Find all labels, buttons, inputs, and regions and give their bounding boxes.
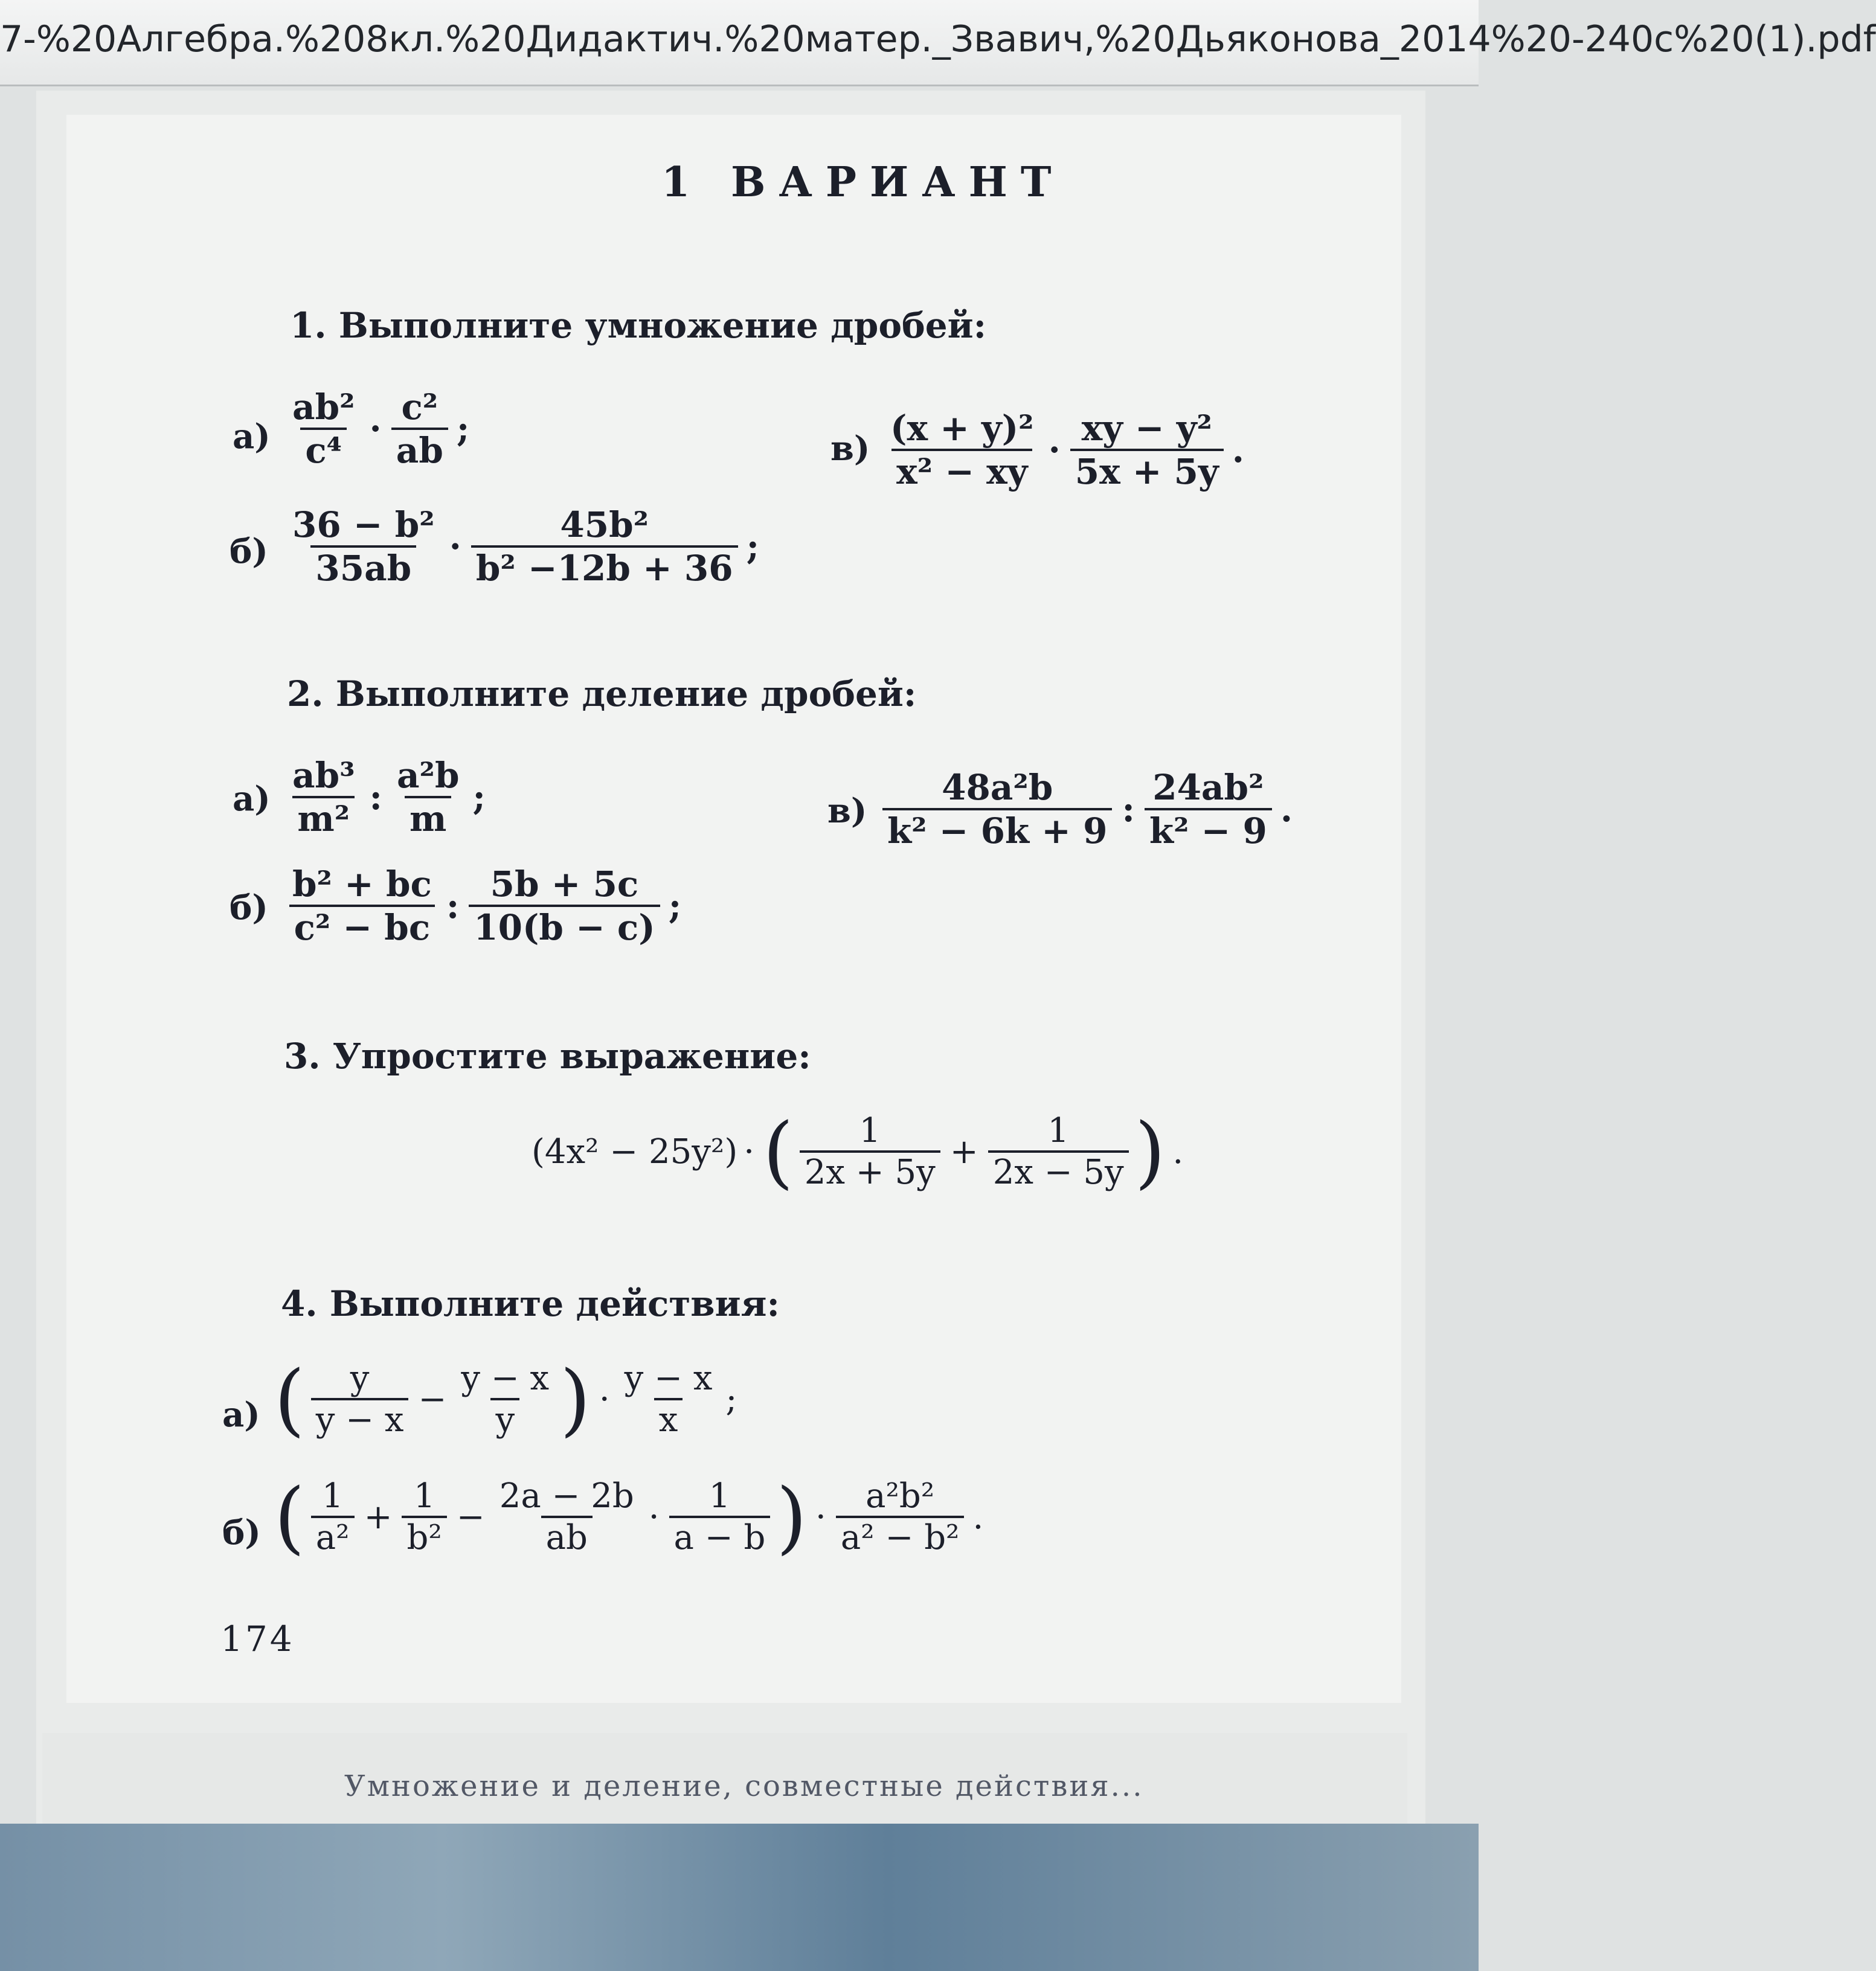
fraction: $\frac{1}{\text{a²}}$	[311, 1476, 355, 1557]
task-1v-label: в)	[830, 429, 870, 469]
next-page-caption: Умножение и деление, совместные действия...	[344, 1769, 1144, 1803]
task-1v-expression: $\frac{\text{(x + y)²}}{\text{x² − xy}}$ · $\frac{\text{xy − y²}}{5x + 5y}$ .	[882, 408, 1244, 492]
task-2b-expression: $\frac{\text{b² + bc}}{\text{c² − bc}}$ : $\frac{5b + 5c}{10(b - c)}$ ;	[284, 864, 681, 948]
task-4b-expression: ( $\frac{1}{\text{a²}}$ + $\frac{1}{\text{b²}}$ − $\frac{2a - 2b}{ab}$ · $\frac{1}{a - b}$ ) · $\frac{\text{a²b²}}{\text{a² − b²}}$ .	[274, 1471, 984, 1563]
task-3-title: 3. Упростите выражение:	[284, 1036, 811, 1077]
fraction: $\frac{y - x}{x}$	[624, 1359, 713, 1440]
fraction: $\frac{\text{48a²b}}{\text{k² − 6k + 9}}$	[882, 767, 1112, 851]
task-2a-label: а)	[233, 779, 271, 819]
fraction: $\frac{y}{y - x}$	[311, 1359, 409, 1440]
fraction: $\frac{1}{a - b}$	[669, 1476, 771, 1557]
task-1a-label: а)	[233, 417, 271, 457]
window-title: 7-%20Алгебра.%208кл.%20Дидактич.%20матер._Звавич,%20Дьяконова_2014%20-240с%20(1).pdf	[0, 18, 1876, 60]
desk-background	[0, 1824, 1479, 1971]
task-1b-label: б)	[230, 531, 268, 571]
task-2v-expression: $\frac{\text{48a²b}}{\text{k² − 6k + 9}}$ : $\frac{\text{24ab²}}{\text{k² − 9}}$ .	[879, 767, 1293, 851]
fraction: $\frac{\text{ab²}}{\text{c⁴}}$	[292, 386, 355, 471]
fraction: $\frac{\text{a²b²}}{\text{a² − b²}}$	[836, 1476, 965, 1557]
fraction: $\frac{\text{b² + bc}}{\text{c² − bc}}$	[288, 864, 437, 948]
fraction: $\frac{1}{2x - 5y}$	[988, 1111, 1129, 1192]
fraction: $\frac{1}{\text{b²}}$	[402, 1476, 446, 1557]
fraction: $\frac{5b + 5c}{10(b - c)}$	[469, 864, 660, 948]
fraction: $\frac{1}{2x + 5y}$	[800, 1111, 940, 1192]
task-1a-expression: $\frac{\text{ab²}}{\text{c⁴}}$ · $\frac{\text{c²}}{ab}$ ;	[284, 386, 469, 471]
task-4b-label: б)	[222, 1513, 261, 1553]
fraction: $\frac{\text{36 − b²}}{35ab}$	[292, 504, 435, 589]
fraction: $\frac{y - x}{y}$	[461, 1359, 550, 1440]
task-3-expression: (4x² − 25y²) · ( $\frac{1}{2x + 5y}$ + $\frac{1}{2x - 5y}$ ) .	[532, 1106, 1184, 1197]
task-2v-label: в)	[827, 791, 867, 831]
task-4-title: 4. Выполните действия:	[281, 1283, 780, 1324]
variant-heading: 1 ВАРИАНТ	[661, 158, 1065, 207]
task-4a-label: а)	[222, 1395, 260, 1435]
fraction: $\frac{\text{ab³}}{\text{m²}}$	[292, 755, 355, 839]
page-number: 174	[220, 1618, 295, 1659]
task-4a-expression: ( $\frac{y}{y - x}$ − $\frac{y - x}{y}$ ) · $\frac{y - x}{x}$ ;	[274, 1353, 737, 1445]
fraction: $\frac{\text{a²b}}{m}$	[396, 755, 460, 839]
fraction: $\frac{\text{(x + y)²}}{\text{x² − xy}}$	[890, 408, 1034, 492]
fraction: $\frac{2a - 2b}{ab}$	[499, 1476, 634, 1557]
task-1-title: 1. Выполните умножение дробей:	[290, 305, 987, 346]
fraction: $\frac{\text{45b²}}{\text{b² −12b + 36}}$	[471, 504, 738, 589]
task-1b-expression: $\frac{\text{36 − b²}}{35ab}$ · $\frac{\text{45b²}}{\text{b² −12b + 36}}$ ;	[284, 504, 759, 589]
fraction: $\frac{\text{24ab²}}{\text{k² − 9}}$	[1145, 767, 1272, 851]
task-2a-expression: $\frac{\text{ab³}}{\text{m²}}$ : $\frac{\text{a²b}}{m}$ ;	[284, 755, 486, 839]
pdf-viewer[interactable]	[36, 91, 1425, 1824]
task-2b-label: б)	[230, 888, 268, 928]
task-2-title: 2. Выполните деление дробей:	[287, 673, 917, 714]
fraction: $\frac{\text{xy − y²}}{5x + 5y}$	[1070, 408, 1224, 492]
fraction: $\frac{\text{c²}}{ab}$	[391, 386, 448, 471]
window-titlebar	[0, 0, 1876, 86]
